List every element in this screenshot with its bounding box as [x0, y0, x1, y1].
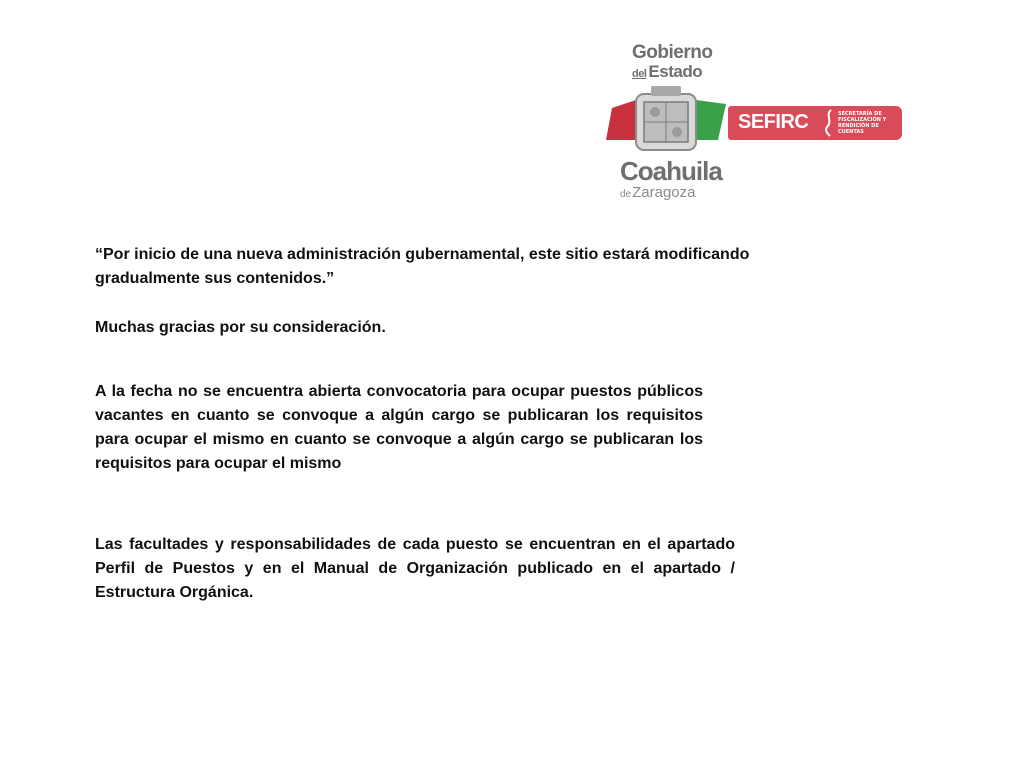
- coat-of-arms-flag-icon: [600, 86, 730, 158]
- logo-del-text: del: [632, 68, 647, 80]
- sefirc-mark-icon: [824, 109, 834, 137]
- sefirc-subtitle: SECRETARÍA DE FISCALIZACIÓN Y RENDICIÓN DE CUENTAS: [838, 111, 887, 135]
- thanks-paragraph: Muchas gracias por su consideración.: [95, 319, 386, 336]
- logo-de-zaragoza-text: [620, 184, 696, 201]
- convocatoria-paragraph: A la fecha no se encuentra abierta convocatoria para ocupar puestos públicos vacantes en cuanto se convoque a algún cargo se publicaran los requisitos para ocupar el mismo en cuanto se convoque a algún cargo se publicaran los requisitos para ocupar el mismo: [95, 383, 703, 472]
- sefirc-badge: [728, 106, 902, 140]
- logo-del-estado-text: [632, 62, 702, 82]
- notice-paragraph: “Por inicio de una nueva administración gubernamental, este sitio estará modificando gradualmente sus contenidos.”: [95, 246, 750, 287]
- logo-zaragoza-text: Zaragoza: [632, 184, 696, 201]
- government-logo: [600, 38, 920, 208]
- logo-estado-text: Estado: [648, 62, 703, 81]
- logo-de-text: de: [620, 189, 632, 200]
- sefirc-text: SEFIRC: [738, 111, 809, 133]
- faculties-paragraph: Las facultades y responsabilidades de cada puesto se encuentran en el apartado Perfil de Puestos y en el Manual de Organización publicado en el apartado / Estructura Orgánica.: [95, 536, 735, 601]
- logo-gobierno-text: Gobierno: [632, 42, 713, 63]
- logo-coahuila-text: Coahuila: [620, 156, 722, 186]
